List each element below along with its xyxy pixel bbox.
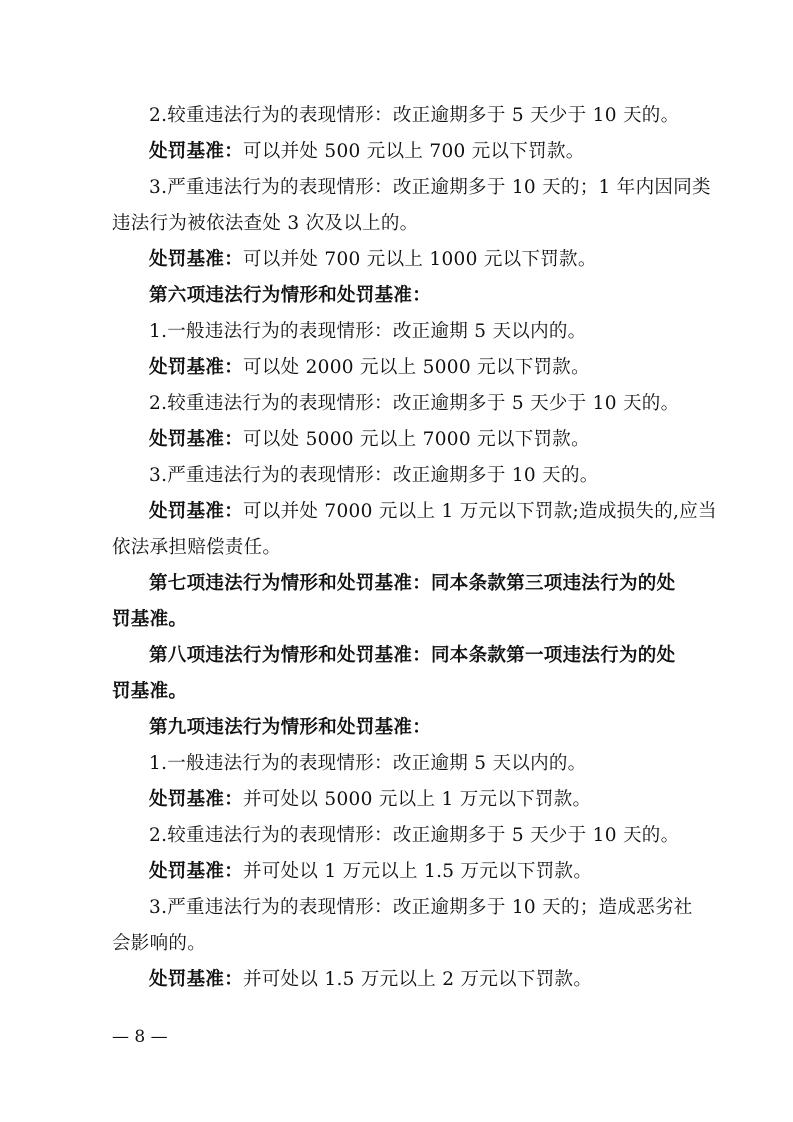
text-line	[112, 854, 692, 890]
bold-lead: 处罚基准：	[149, 357, 244, 378]
bold-lead: 第六项违法行为情形和处罚基准：	[149, 285, 432, 306]
line-text: 并可处以 5000 元以上 1 万元以下罚款。	[243, 789, 592, 810]
text-line	[112, 818, 692, 854]
page-number: — 8 —	[112, 1027, 168, 1047]
bold-lead: 处罚基准：	[149, 249, 244, 270]
bold-lead: 处罚基准：	[149, 969, 244, 990]
line-text: 违法行为被依法查处 3 次及以上的。	[112, 213, 419, 234]
line-text: 3.严重违法行为的表现情形：改正逾期多于 10 天的；造成恶劣社	[149, 897, 693, 918]
text-line	[112, 170, 711, 206]
bold-lead: 处罚基准：	[149, 429, 244, 450]
line-text: 2.较重违法行为的表现情形：改正逾期多于 5 天少于 10 天的。	[149, 825, 680, 846]
line-text: 并可处以 1 万元以上 1.5 万元以下罚款。	[243, 861, 593, 882]
document-body	[112, 98, 717, 998]
text-line	[112, 602, 692, 638]
text-line	[112, 206, 692, 242]
bold-lead: 第七项违法行为情形和处罚基准：同本条款第三项违法行为的处	[149, 573, 676, 594]
text-line	[112, 962, 692, 998]
bold-lead: 第九项违法行为情形和处罚基准：	[149, 717, 432, 738]
text-line	[112, 782, 692, 818]
text-line	[112, 710, 692, 746]
bold-lead: 处罚基准：	[149, 501, 244, 522]
text-line	[112, 458, 692, 494]
text-line	[112, 386, 692, 422]
line-text: 3.严重违法行为的表现情形：改正逾期多于 10 天的；1 年内因同类	[149, 177, 711, 198]
text-line	[112, 494, 717, 530]
text-line	[112, 422, 692, 458]
text-line	[112, 530, 692, 566]
text-line	[112, 746, 692, 782]
text-line	[112, 278, 692, 314]
text-line	[112, 566, 692, 602]
bold-lead: 处罚基准：	[149, 789, 244, 810]
text-line	[112, 674, 692, 710]
text-line	[112, 890, 692, 926]
line-text: 会影响的。	[112, 933, 207, 954]
bold-lead: 第八项违法行为情形和处罚基准：同本条款第一项违法行为的处	[149, 645, 676, 666]
line-text: 可以处 5000 元以上 7000 元以下罚款。	[243, 429, 590, 450]
line-text: 1.一般违法行为的表现情形：改正逾期 5 天以内的。	[149, 753, 587, 774]
bold-lead: 处罚基准：	[149, 141, 244, 162]
text-line	[112, 134, 692, 170]
line-text: 2.较重违法行为的表现情形：改正逾期多于 5 天少于 10 天的。	[149, 105, 680, 126]
bold-lead: 罚基准。	[112, 609, 188, 630]
line-text: 可以并处 7000 元以上 1 万元以下罚款;造成损失的,应当	[243, 501, 717, 522]
line-text: 可以处 2000 元以上 5000 元以下罚款。	[243, 357, 590, 378]
line-text: 1.一般违法行为的表现情形：改正逾期 5 天以内的。	[149, 321, 587, 342]
line-text: 2.较重违法行为的表现情形：改正逾期多于 5 天少于 10 天的。	[149, 393, 680, 414]
line-text: 并可处以 1.5 万元以上 2 万元以下罚款。	[243, 969, 593, 990]
line-text: 依法承担赔偿责任。	[112, 537, 282, 558]
text-line	[112, 242, 692, 278]
line-text: 可以并处 500 元以上 700 元以下罚款。	[243, 141, 585, 162]
line-text: 可以并处 700 元以上 1000 元以下罚款。	[243, 249, 597, 270]
text-line	[112, 314, 692, 350]
text-line	[112, 638, 692, 674]
text-line	[112, 350, 692, 386]
bold-lead: 罚基准。	[112, 681, 188, 702]
text-line	[112, 98, 692, 134]
text-line	[112, 926, 692, 962]
bold-lead: 处罚基准：	[149, 861, 244, 882]
line-text: 3.严重违法行为的表现情形：改正逾期多于 10 天的。	[149, 465, 599, 486]
